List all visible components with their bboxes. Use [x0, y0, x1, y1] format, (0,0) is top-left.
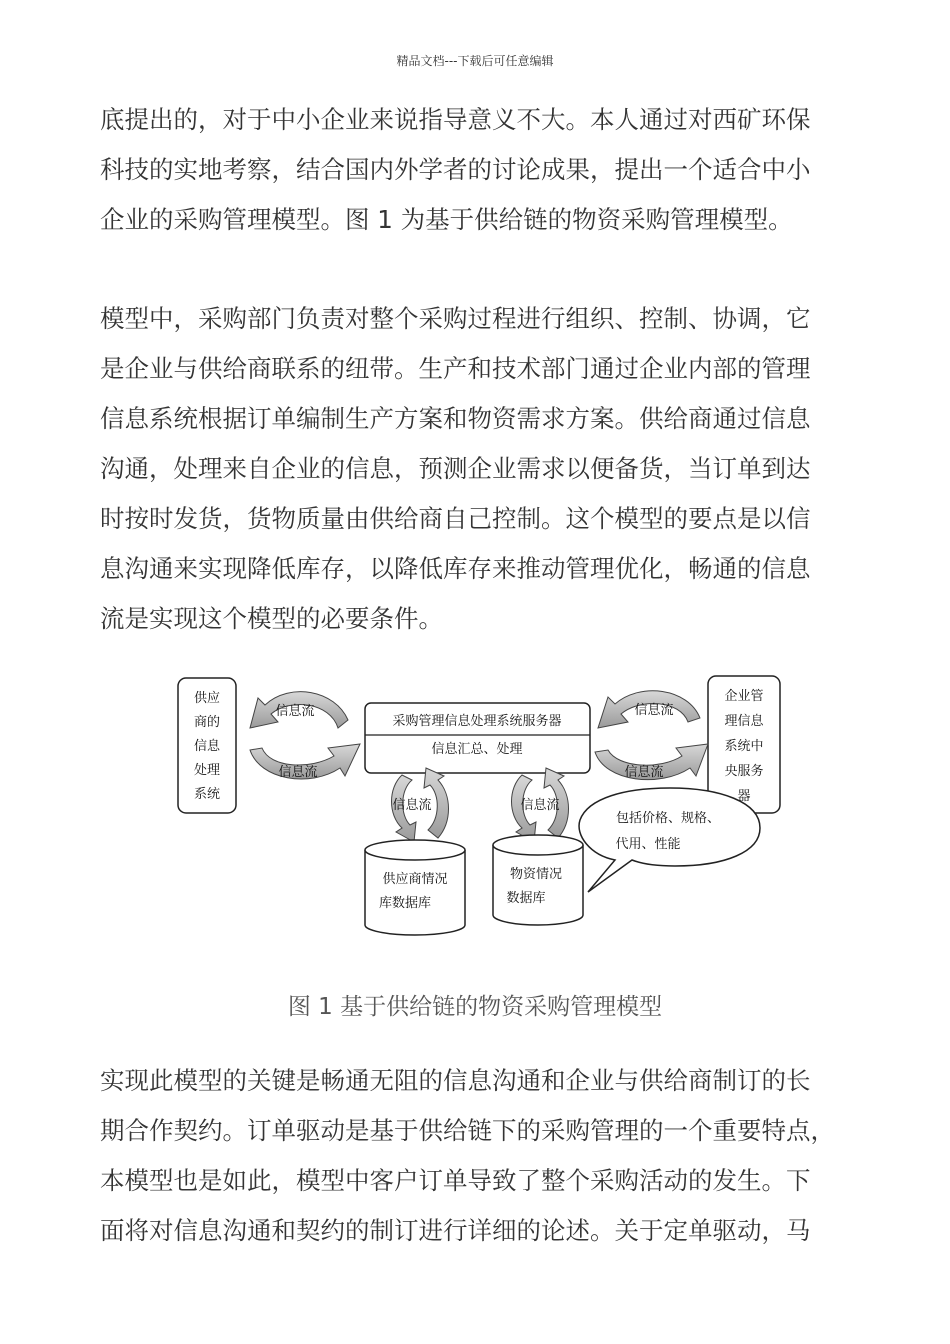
text-line: 期合作契约。订单驱动是基于供给链下的采购管理的一个重要特点，: [100, 1116, 835, 1145]
callout-bubble: [579, 788, 760, 892]
box-label: 供应: [193, 691, 221, 706]
flow-label: 信息流: [520, 798, 560, 813]
callout-text: 代用、性能: [615, 837, 681, 852]
text-line: 是企业与供给商联系的纽带。生产和技术部门通过企业内部的管理: [100, 354, 811, 383]
text-line: 科技的实地考察，结合国内外学者的讨论成果，提出一个适合中小: [100, 155, 811, 184]
supply-chain-model-diagram: [170, 670, 790, 945]
callout-text: 包括价格、规格、: [615, 811, 721, 826]
figure-caption: 图 1 基于供给链的物资采购管理模型: [287, 994, 663, 1020]
vertical-arrow-icon: [512, 768, 569, 842]
text-line: 面将对信息沟通和契约的制订进行详细的论述。关于定单驱动，马: [100, 1216, 811, 1245]
flow-label: 信息流: [634, 703, 674, 718]
flow-label: 信息流: [278, 765, 318, 780]
box-label: 企业管: [724, 689, 764, 704]
supplier-database-cylinder: [365, 840, 465, 935]
box-label: 处理: [193, 763, 221, 778]
paragraph-2: [100, 294, 848, 644]
box-label: 信息: [193, 739, 221, 754]
text-line: 信息系统根据订单编制生产方案和物资需求方案。供给商通过信息: [100, 404, 811, 433]
box-label: 理信息: [724, 714, 764, 729]
paragraph-1: [100, 95, 848, 245]
procurement-server-box: [365, 703, 590, 773]
page-header: 精品文档---下载后可任意编辑: [396, 54, 554, 68]
box-label: 系统: [193, 787, 221, 802]
box-label: 央服务: [724, 764, 764, 779]
server-subtitle: 信息汇总、处理: [431, 742, 523, 757]
enterprise-server-box: [708, 676, 780, 813]
text-line: 本模型也是如此，模型中客户订单导致了整个采购活动的发生。下: [100, 1166, 811, 1195]
text-line: 时按时发货，货物质量由供给商自己控制。这个模型的要点是以信: [100, 504, 811, 533]
db-label: 数据库: [506, 891, 546, 906]
text-line: 企业的采购管理模型。图 1 为基于供给链的物资采购管理模型。: [100, 205, 793, 234]
curved-arrow-icon: [250, 744, 360, 780]
db-label: 库数据库: [378, 896, 432, 911]
curved-arrow-icon: [250, 692, 348, 728]
supplier-system-box: [178, 678, 236, 813]
box-label: 商的: [193, 715, 221, 730]
flow-label: 信息流: [624, 765, 664, 780]
material-database-cylinder: [493, 835, 583, 925]
text-line: 息沟通来实现降低库存，以降低库存来推动管理优化，畅通的信息: [100, 554, 811, 583]
flow-label: 信息流: [275, 704, 315, 719]
server-title: 采购管理信息处理系统服务器: [392, 714, 562, 729]
vertical-arrow-icon: [392, 768, 449, 842]
text-line: 流是实现这个模型的必要条件。: [100, 604, 443, 633]
curved-arrow-icon: [598, 691, 700, 728]
curved-arrow-icon: [595, 744, 708, 780]
text-line: 实现此模型的关键是畅通无阻的信息沟通和企业与供给商制订的长: [100, 1066, 811, 1095]
paragraph-3: [100, 1056, 848, 1256]
flow-label: 信息流: [392, 798, 432, 813]
db-label: 物资情况: [509, 867, 563, 882]
db-label: 供应商情况: [382, 872, 448, 887]
text-line: 底提出的，对于中小企业来说指导意义不大。本人通过对西矿环保: [100, 105, 811, 134]
box-label: 系统中: [724, 739, 764, 754]
text-line: 沟通，处理来自企业的信息，预测企业需求以便备货，当订单到达: [100, 454, 811, 483]
text-line: 模型中，采购部门负责对整个采购过程进行组织、控制、协调，它: [100, 304, 811, 333]
box-label: 器: [737, 789, 751, 804]
